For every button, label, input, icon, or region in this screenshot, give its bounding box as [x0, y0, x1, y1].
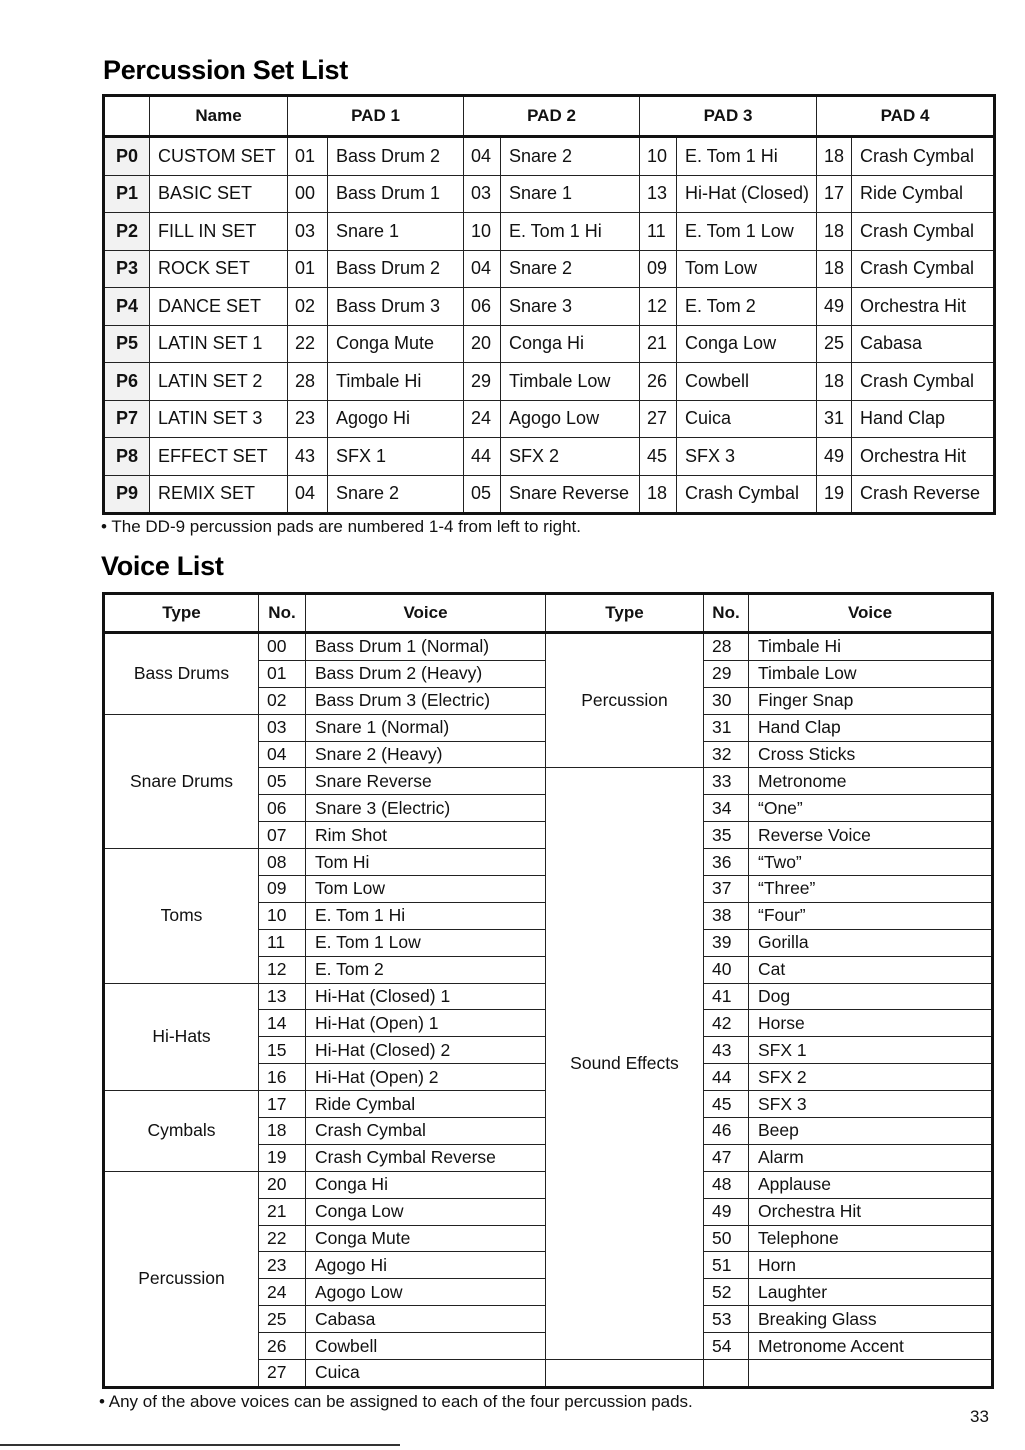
pad2-voice: Snare Reverse [501, 475, 640, 514]
voice-number-left: 03 [259, 714, 306, 741]
pad1-number: 43 [288, 438, 328, 476]
voice-type-left: Snare Drums [104, 714, 259, 848]
pad1-voice: Timbale Hi [328, 363, 464, 401]
pad4-number: 18 [817, 250, 852, 288]
pad3-number: 45 [640, 438, 677, 476]
voice-name-left: Agogo Low [306, 1279, 546, 1306]
voice-name-left: Hi-Hat (Open) 2 [306, 1064, 546, 1091]
voice-number-left: 26 [259, 1333, 306, 1360]
voice-name-left: Bass Drum 2 (Heavy) [306, 660, 546, 687]
voice-number-right: 32 [704, 741, 749, 768]
percussion-set-row [104, 400, 995, 438]
voice-type-left: Cymbals [104, 1091, 259, 1172]
voice-name-left: Bass Drum 1 (Normal) [306, 633, 546, 661]
pad1-number: 01 [288, 250, 328, 288]
set-name: LATIN SET 1 [150, 325, 288, 363]
pad1-number: 23 [288, 400, 328, 438]
voice-type-right: Percussion [546, 633, 704, 768]
pad4-number: 25 [817, 325, 852, 363]
voice-name-right: Reverse Voice [749, 822, 993, 849]
set-name: EFFECT SET [150, 438, 288, 476]
pad3-voice: Cowbell [677, 363, 817, 401]
header-pad3: PAD 3 [640, 96, 817, 137]
header-pad1: PAD 1 [288, 96, 464, 137]
pad3-number: 10 [640, 137, 677, 176]
voice-number-right: 31 [704, 714, 749, 741]
voice-number-left: 25 [259, 1306, 306, 1333]
bottom-rule [0, 1444, 400, 1446]
percussion-set-row [104, 363, 995, 401]
voice-number-left: 18 [259, 1118, 306, 1145]
pad4-voice: Crash Cymbal [852, 137, 995, 176]
set-code: P5 [104, 325, 150, 363]
voice-name-left: Hi-Hat (Closed) 1 [306, 983, 546, 1010]
header-no-left: No. [259, 594, 306, 633]
voice-number-right: 50 [704, 1225, 749, 1252]
pad1-voice: Bass Drum 1 [328, 175, 464, 213]
voice-number-right: 34 [704, 795, 749, 822]
pad1-voice: Snare 2 [328, 475, 464, 514]
voice-name-right: Horse [749, 1010, 993, 1037]
voice-name-right: Dog [749, 983, 993, 1010]
voice-name-left: Snare Reverse [306, 768, 546, 795]
percussion-set-row [104, 475, 995, 514]
pad1-number: 03 [288, 213, 328, 251]
voice-number-left: 01 [259, 660, 306, 687]
set-code: P3 [104, 250, 150, 288]
voice-name-right: SFX 1 [749, 1037, 993, 1064]
set-code: P8 [104, 438, 150, 476]
voice-name-right: Beep [749, 1118, 993, 1145]
voice-name-left: Bass Drum 3 (Electric) [306, 687, 546, 714]
pad3-number: 21 [640, 325, 677, 363]
set-code: P2 [104, 213, 150, 251]
voice-name-left: Snare 1 (Normal) [306, 714, 546, 741]
voice-header-row [104, 594, 993, 633]
pad2-voice: Conga Hi [501, 325, 640, 363]
voice-number-left: 24 [259, 1279, 306, 1306]
pad4-number: 31 [817, 400, 852, 438]
voice-name-right: Applause [749, 1171, 993, 1198]
percussion-set-table [102, 94, 996, 515]
voice-name-left: Crash Cymbal Reverse [306, 1144, 546, 1171]
header-pad4: PAD 4 [817, 96, 995, 137]
pad2-voice: Timbale Low [501, 363, 640, 401]
voice-number-left: 10 [259, 902, 306, 929]
pad1-number: 28 [288, 363, 328, 401]
voice-type-left: Percussion [104, 1171, 259, 1387]
percussion-pads-note: • The DD-9 percussion pads are numbered 1-4 from left to right. [101, 517, 581, 536]
set-name: FILL IN SET [150, 213, 288, 251]
percussion-set-row [104, 438, 995, 476]
voice-name-right: Timbale Hi [749, 633, 993, 661]
voice-name-right: Gorilla [749, 929, 993, 956]
pad4-voice: Crash Cymbal [852, 250, 995, 288]
pad2-voice: Snare 1 [501, 175, 640, 213]
pad1-number: 22 [288, 325, 328, 363]
voice-number-right: 45 [704, 1091, 749, 1118]
voice-number-right: 36 [704, 849, 749, 876]
voice-name-left: Rim Shot [306, 822, 546, 849]
voice-number-right: 35 [704, 822, 749, 849]
voice-number-right: 41 [704, 983, 749, 1010]
voice-name-left: Crash Cymbal [306, 1118, 546, 1145]
percussion-set-row [104, 288, 995, 326]
voice-name-right: Telephone [749, 1225, 993, 1252]
voice-number-left: 17 [259, 1091, 306, 1118]
voice-number-right: 46 [704, 1118, 749, 1145]
pad1-voice: Bass Drum 2 [328, 137, 464, 176]
pad1-voice: Conga Mute [328, 325, 464, 363]
header-code [104, 96, 150, 137]
voice-name-left: Hi-Hat (Open) 1 [306, 1010, 546, 1037]
voice-name-right: Orchestra Hit [749, 1198, 993, 1225]
voice-name-left: Snare 3 (Electric) [306, 795, 546, 822]
voice-number-left: 19 [259, 1144, 306, 1171]
percussion-set-list-title: Percussion Set List [103, 55, 348, 85]
voice-number-left: 16 [259, 1064, 306, 1091]
pad1-voice: Snare 1 [328, 213, 464, 251]
voice-type-left: Bass Drums [104, 633, 259, 715]
voice-list-table [102, 592, 994, 1389]
pad1-voice: Bass Drum 3 [328, 288, 464, 326]
voice-name-left: Hi-Hat (Closed) 2 [306, 1037, 546, 1064]
pad3-voice: E. Tom 1 Hi [677, 137, 817, 176]
voice-number-left: 05 [259, 768, 306, 795]
voice-name-left: Conga Low [306, 1198, 546, 1225]
set-code: P1 [104, 175, 150, 213]
voice-number-right: 38 [704, 902, 749, 929]
voice-name-right: Metronome [749, 768, 993, 795]
pad4-voice: Orchestra Hit [852, 288, 995, 326]
voice-name-right: Metronome Accent [749, 1333, 993, 1360]
voice-number-right: 37 [704, 876, 749, 903]
voice-number-left: 27 [259, 1360, 306, 1388]
voice-name-right: SFX 3 [749, 1091, 993, 1118]
pad3-voice: SFX 3 [677, 438, 817, 476]
voice-number-right: 49 [704, 1198, 749, 1225]
voice-name-left: Tom Low [306, 876, 546, 903]
voice-assign-note: • Any of the above voices can be assigned to each of the four percussion pads. [99, 1392, 693, 1411]
pad1-voice: SFX 1 [328, 438, 464, 476]
header-name: Name [150, 96, 288, 137]
percussion-set-row [104, 325, 995, 363]
percussion-set-row [104, 137, 995, 176]
voice-number-right: 53 [704, 1306, 749, 1333]
header-pad2: PAD 2 [464, 96, 640, 137]
voice-number-right: 52 [704, 1279, 749, 1306]
header-no-right: No. [704, 594, 749, 633]
voice-number-right: 30 [704, 687, 749, 714]
pad4-voice: Crash Reverse [852, 475, 995, 514]
voice-name-right: “One” [749, 795, 993, 822]
pad4-number: 49 [817, 438, 852, 476]
pad2-voice: Snare 2 [501, 250, 640, 288]
set-name: DANCE SET [150, 288, 288, 326]
voice-name-left: Conga Hi [306, 1171, 546, 1198]
pad2-voice: Snare 2 [501, 137, 640, 176]
pad2-voice: Agogo Low [501, 400, 640, 438]
pad3-number: 12 [640, 288, 677, 326]
voice-number-right: 48 [704, 1171, 749, 1198]
pad1-voice: Agogo Hi [328, 400, 464, 438]
voice-number-left: 08 [259, 849, 306, 876]
pad4-number: 18 [817, 213, 852, 251]
pad4-number: 17 [817, 175, 852, 213]
voice-name-right: Alarm [749, 1144, 993, 1171]
pad1-number: 00 [288, 175, 328, 213]
set-name: CUSTOM SET [150, 137, 288, 176]
pad2-number: 29 [464, 363, 501, 401]
voice-name-left: Cuica [306, 1360, 546, 1388]
pad3-number: 18 [640, 475, 677, 514]
pad4-number: 18 [817, 363, 852, 401]
voice-number-left: 00 [259, 633, 306, 661]
header-type-left: Type [104, 594, 259, 633]
voice-name-left: E. Tom 2 [306, 956, 546, 983]
voice-number-right: 28 [704, 633, 749, 661]
header-voice-left: Voice [306, 594, 546, 633]
pad2-number: 04 [464, 250, 501, 288]
voice-number-right: 54 [704, 1333, 749, 1360]
pad3-number: 26 [640, 363, 677, 401]
percussion-header-row [104, 96, 995, 137]
pad1-number: 01 [288, 137, 328, 176]
voice-number-right: 42 [704, 1010, 749, 1037]
voice-number-right: 51 [704, 1252, 749, 1279]
pad3-voice: Conga Low [677, 325, 817, 363]
voice-row [104, 633, 993, 661]
voice-name-right: Hand Clap [749, 714, 993, 741]
pad4-voice: Cabasa [852, 325, 995, 363]
set-name: BASIC SET [150, 175, 288, 213]
pad4-voice: Hand Clap [852, 400, 995, 438]
voice-name-left: Cabasa [306, 1306, 546, 1333]
pad4-number: 49 [817, 288, 852, 326]
pad2-number: 10 [464, 213, 501, 251]
pad3-number: 13 [640, 175, 677, 213]
voice-name-right: Finger Snap [749, 687, 993, 714]
voice-number-left: 22 [259, 1225, 306, 1252]
pad3-voice: Cuica [677, 400, 817, 438]
voice-name-left: E. Tom 1 Low [306, 929, 546, 956]
voice-list-title: Voice List [101, 551, 224, 581]
page-number: 33 [970, 1407, 989, 1426]
voice-number-right: 33 [704, 768, 749, 795]
percussion-set-row [104, 250, 995, 288]
voice-name-left: Tom Hi [306, 849, 546, 876]
pad2-number: 24 [464, 400, 501, 438]
pad3-number: 09 [640, 250, 677, 288]
pad2-voice: E. Tom 1 Hi [501, 213, 640, 251]
voice-number-right: 44 [704, 1064, 749, 1091]
voice-name-right: Horn [749, 1252, 993, 1279]
voice-type-left: Hi-Hats [104, 983, 259, 1091]
voice-number-left: 14 [259, 1010, 306, 1037]
voice-number-right: 39 [704, 929, 749, 956]
pad1-number: 04 [288, 475, 328, 514]
pad3-number: 11 [640, 213, 677, 251]
pad3-number: 27 [640, 400, 677, 438]
voice-name-left: Ride Cymbal [306, 1091, 546, 1118]
pad4-voice: Crash Cymbal [852, 363, 995, 401]
voice-number-left: 15 [259, 1037, 306, 1064]
voice-number-left: 23 [259, 1252, 306, 1279]
pad2-number: 20 [464, 325, 501, 363]
voice-type-right-blank [546, 1360, 704, 1388]
voice-number-left: 20 [259, 1171, 306, 1198]
pad1-number: 02 [288, 288, 328, 326]
voice-name-right: Laughter [749, 1279, 993, 1306]
voice-number-left: 11 [259, 929, 306, 956]
voice-number-left: 21 [259, 1198, 306, 1225]
voice-number-left: 07 [259, 822, 306, 849]
set-code: P7 [104, 400, 150, 438]
voice-number-left: 04 [259, 741, 306, 768]
pad2-voice: SFX 2 [501, 438, 640, 476]
set-code: P0 [104, 137, 150, 176]
set-name: REMIX SET [150, 475, 288, 514]
voice-name-right: Timbale Low [749, 660, 993, 687]
pad3-voice: Hi-Hat (Closed) [677, 175, 817, 213]
voice-name-right: Cross Sticks [749, 741, 993, 768]
percussion-set-row [104, 175, 995, 213]
pad4-voice: Orchestra Hit [852, 438, 995, 476]
voice-number-right: 43 [704, 1037, 749, 1064]
set-name: LATIN SET 2 [150, 363, 288, 401]
voice-number-left: 13 [259, 983, 306, 1010]
set-name: ROCK SET [150, 250, 288, 288]
voice-name-left: Agogo Hi [306, 1252, 546, 1279]
voice-number-right: 40 [704, 956, 749, 983]
set-code: P9 [104, 475, 150, 514]
header-type-right: Type [546, 594, 704, 633]
pad3-voice: Crash Cymbal [677, 475, 817, 514]
voice-name-right-blank [749, 1360, 993, 1388]
pad4-voice: Crash Cymbal [852, 213, 995, 251]
voice-name-right: “Four” [749, 902, 993, 929]
voice-number-right-blank [704, 1360, 749, 1388]
voice-name-left: Conga Mute [306, 1225, 546, 1252]
voice-number-left: 12 [259, 956, 306, 983]
voice-number-left: 09 [259, 876, 306, 903]
pad1-voice: Bass Drum 2 [328, 250, 464, 288]
pad3-voice: E. Tom 1 Low [677, 213, 817, 251]
voice-type-left: Toms [104, 849, 259, 983]
pad4-number: 18 [817, 137, 852, 176]
pad4-number: 19 [817, 475, 852, 514]
voice-name-right: “Three” [749, 876, 993, 903]
set-code: P4 [104, 288, 150, 326]
voice-name-left: E. Tom 1 Hi [306, 902, 546, 929]
voice-name-left: Cowbell [306, 1333, 546, 1360]
percussion-set-row [104, 213, 995, 251]
set-code: P6 [104, 363, 150, 401]
pad3-voice: E. Tom 2 [677, 288, 817, 326]
voice-name-right: SFX 2 [749, 1064, 993, 1091]
pad2-number: 44 [464, 438, 501, 476]
voice-number-right: 29 [704, 660, 749, 687]
pad2-number: 03 [464, 175, 501, 213]
set-name: LATIN SET 3 [150, 400, 288, 438]
pad4-voice: Ride Cymbal [852, 175, 995, 213]
voice-number-left: 06 [259, 795, 306, 822]
pad3-voice: Tom Low [677, 250, 817, 288]
voice-number-right: 47 [704, 1144, 749, 1171]
pad2-number: 04 [464, 137, 501, 176]
voice-name-right: “Two” [749, 849, 993, 876]
voice-number-left: 02 [259, 687, 306, 714]
pad2-voice: Snare 3 [501, 288, 640, 326]
pad2-number: 05 [464, 475, 501, 514]
voice-type-right: Sound Effects [546, 768, 704, 1360]
header-voice-right: Voice [749, 594, 993, 633]
voice-name-right: Breaking Glass [749, 1306, 993, 1333]
voice-name-right: Cat [749, 956, 993, 983]
voice-name-left: Snare 2 (Heavy) [306, 741, 546, 768]
pad2-number: 06 [464, 288, 501, 326]
